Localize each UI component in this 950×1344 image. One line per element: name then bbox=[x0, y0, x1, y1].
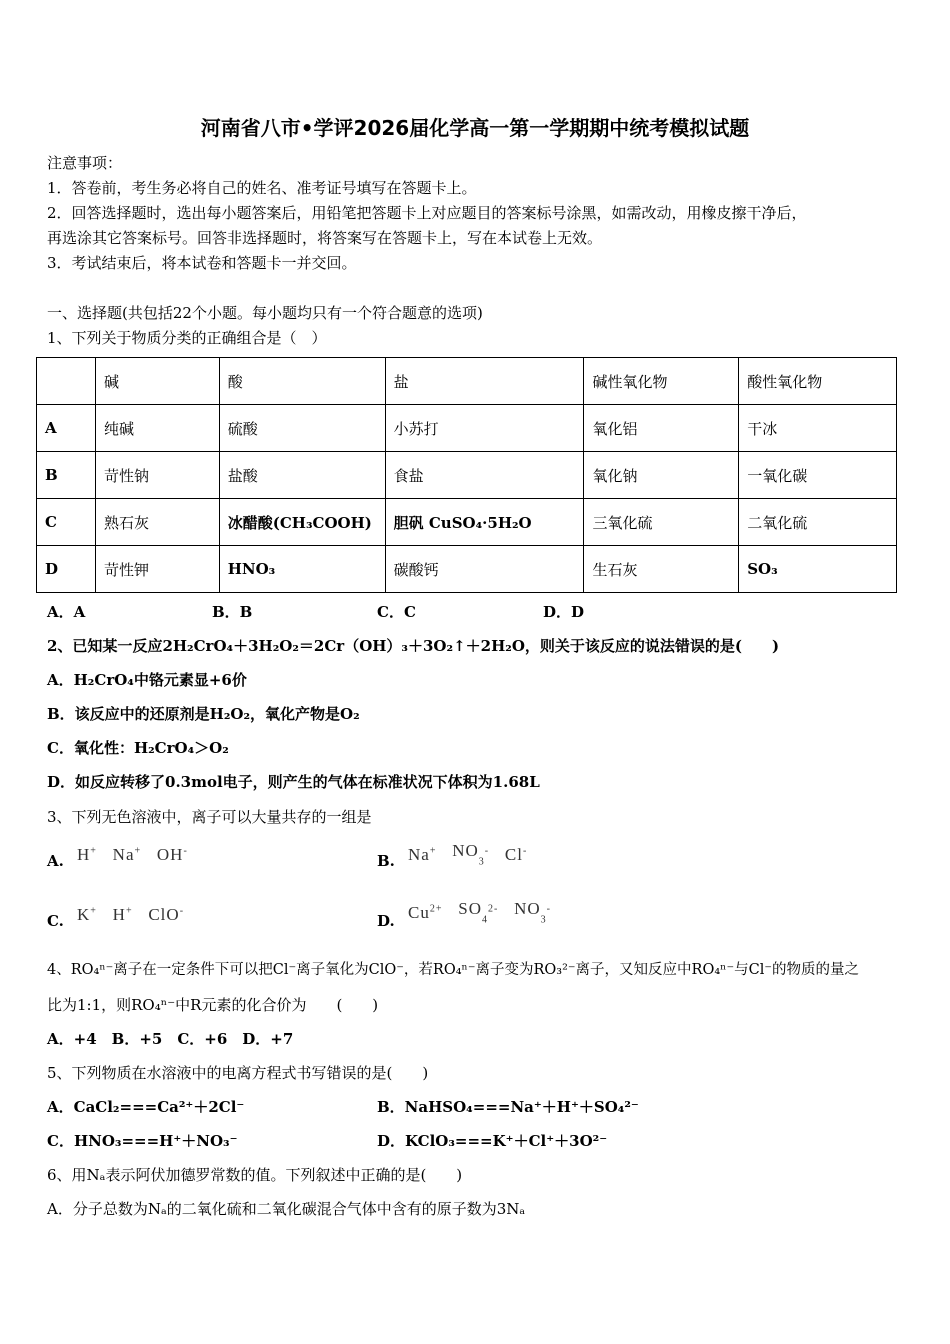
section-heading: 一、选择题(共包括22个小题。每小题均只有一个符合题意的选项) bbox=[47, 304, 483, 322]
ion-formula: K bbox=[77, 905, 91, 924]
q3-label-c: C. bbox=[47, 912, 64, 930]
table-row bbox=[37, 499, 897, 546]
notice-item-3: 3．考试结束后，将本试卷和答题卡一并交回。 bbox=[47, 254, 357, 272]
q3-option-b-ions bbox=[408, 841, 528, 868]
notice-item-1: 1．答卷前，考生务必将自己的姓名、准考证号填写在答题卡上。 bbox=[47, 179, 477, 197]
q2-stem: 2、已知某一反应2H₂CrO₄＋3H₂O₂＝2Cr（OH）₃＋3O₂↑＋2H₂O，则关于该反应的说法错误的是( ) bbox=[47, 637, 780, 655]
q1-option-b: B．B bbox=[212, 603, 253, 621]
table-cell: 干冰 bbox=[739, 405, 897, 452]
table-cell: 小苏打 bbox=[385, 405, 584, 452]
table-cell: 冰醋酸(CH₃COOH) bbox=[219, 499, 385, 546]
ion-charge: - bbox=[179, 905, 185, 917]
table-header-cell: 盐 bbox=[385, 358, 584, 405]
table-cell: C bbox=[37, 499, 96, 546]
table-cell: 熟石灰 bbox=[95, 499, 219, 546]
q6-stem: 6、用Nₐ表示阿伏加德罗常数的值。下列叙述中正确的是( ) bbox=[47, 1166, 463, 1184]
table-cell: 纯碱 bbox=[95, 405, 219, 452]
table-cell: 三氧化硫 bbox=[584, 499, 739, 546]
table-cell: A bbox=[37, 405, 96, 452]
q1-classification-table bbox=[36, 357, 897, 593]
table-cell: B bbox=[37, 452, 96, 499]
ion-formula: NO bbox=[452, 841, 479, 860]
ion-charge: - bbox=[484, 845, 490, 857]
ion-formula: ClO bbox=[148, 905, 180, 924]
ion-formula: H bbox=[112, 905, 126, 924]
table-header-cell: 酸 bbox=[219, 358, 385, 405]
q2-option-c: C．氧化性：H₂CrO₄＞O₂ bbox=[47, 739, 229, 757]
q5-stem: 5、下列物质在水溶液中的电离方程式书写错误的是( ) bbox=[47, 1064, 429, 1082]
table-row bbox=[37, 546, 897, 593]
q6-option-a: A．分子总数为Nₐ的二氧化硫和二氧化碳混合气体中含有的原子数为3Nₐ bbox=[47, 1200, 526, 1218]
q3-label-d: D. bbox=[377, 912, 395, 930]
ion-formula: Cu bbox=[408, 903, 430, 922]
ion-charge: + bbox=[125, 905, 133, 917]
table-cell: 二氧化硫 bbox=[739, 499, 897, 546]
table-cell: 食盐 bbox=[385, 452, 584, 499]
table-cell: 一氧化碳 bbox=[739, 452, 897, 499]
notice-heading: 注意事项： bbox=[47, 154, 123, 172]
ion-charge: + bbox=[90, 905, 97, 917]
ion-formula: H bbox=[77, 845, 91, 864]
q3-option-c-ions bbox=[77, 905, 184, 925]
table-row bbox=[37, 452, 897, 499]
ion-charge: - bbox=[183, 845, 188, 857]
ion-subscript: 4 bbox=[481, 914, 488, 926]
ion-charge: + bbox=[90, 845, 97, 857]
q3-stem: 3、下列无色溶液中，离子可以大量共存的一组是 bbox=[47, 808, 372, 826]
q5-option-c: C．HNO₃===H⁺＋NO₃⁻ bbox=[47, 1132, 238, 1150]
ion-formula: NO bbox=[514, 899, 541, 918]
table-cell: HNO₃ bbox=[219, 546, 385, 593]
table-header-cell: 碱 bbox=[95, 358, 219, 405]
table-cell: 苛性钾 bbox=[95, 546, 219, 593]
page-title: 河南省八市•学评2026届化学高一第一学期期中统考模拟试题 bbox=[200, 116, 750, 140]
table-cell: 苛性钠 bbox=[95, 452, 219, 499]
q5-option-d: D．KClO₃===K⁺＋Cl⁺＋3O²⁻ bbox=[377, 1132, 608, 1150]
table-header-cell: 碱性氧化物 bbox=[584, 358, 739, 405]
q2-option-a: A．H₂CrO₄中铬元素显+6价 bbox=[47, 671, 247, 689]
q1-option-d: D．D bbox=[543, 603, 585, 621]
table-cell: D bbox=[37, 546, 96, 593]
q1-option-c: C．C bbox=[377, 603, 416, 621]
table-cell: 碳酸钙 bbox=[385, 546, 584, 593]
q1-option-a: A．A bbox=[47, 603, 86, 621]
table-header-cell bbox=[37, 358, 96, 405]
ion-charge: 2+ bbox=[429, 903, 443, 915]
table-cell: 盐酸 bbox=[219, 452, 385, 499]
q1-stem: 1、下列关于物质分类的正确组合是（ ） bbox=[47, 329, 327, 347]
table-cell: 生石灰 bbox=[584, 546, 739, 593]
q2-option-d: D．如反应转移了0.3mol电子，则产生的气体在标准状况下体积为1.68L bbox=[47, 773, 540, 791]
q3-option-a-ions bbox=[77, 845, 188, 865]
table-header-row bbox=[37, 358, 897, 405]
ion-charge: - bbox=[522, 845, 528, 857]
ion-formula: Na bbox=[408, 845, 430, 864]
ion-charge: 2- bbox=[487, 903, 499, 915]
q2-option-b: B．该反应中的还原剂是H₂O₂，氧化产物是O₂ bbox=[47, 705, 360, 723]
q3-label-a: A. bbox=[47, 852, 64, 870]
table-cell: 硫酸 bbox=[219, 405, 385, 452]
notice-item-2-cont: 再选涂其它答案标号。回答非选择题时，将答案写在答题卡上，写在本试卷上无效。 bbox=[47, 229, 603, 247]
ion-subscript: 3 bbox=[540, 914, 547, 926]
q4-stem-line2: 比为1:1，则RO₄ⁿ⁻中R元素的化合价为 ( ) bbox=[47, 996, 379, 1014]
ion-formula: OH bbox=[156, 845, 184, 864]
notice-item-2: 2．回答选择题时，选出每小题答案后，用铅笔把答题卡上对应题目的答案标号涂黑，如需改动，用橡皮擦干净后， bbox=[47, 204, 807, 222]
ion-formula: Cl bbox=[504, 845, 523, 864]
ion-formula: SO bbox=[458, 899, 482, 918]
table-cell: 氧化钠 bbox=[584, 452, 739, 499]
ion-charge: - bbox=[546, 903, 551, 915]
q5-option-b: B．NaHSO₄===Na⁺＋H⁺＋SO₄²⁻ bbox=[377, 1098, 639, 1116]
table-cell: 胆矾 CuSO₄·5H₂O bbox=[385, 499, 584, 546]
ion-charge: + bbox=[429, 845, 437, 857]
table-cell: 氧化铝 bbox=[584, 405, 739, 452]
ion-formula: Na bbox=[112, 845, 135, 864]
table-row bbox=[37, 405, 897, 452]
ion-charge: + bbox=[134, 845, 142, 857]
q3-label-b: B. bbox=[377, 852, 395, 870]
q5-option-a: A．CaCl₂===Ca²⁺＋2Cl⁻ bbox=[47, 1098, 245, 1116]
q4-options: A．+4 B．+5 C．+6 D．+7 bbox=[47, 1030, 294, 1048]
table-cell: SO₃ bbox=[739, 546, 897, 593]
table-header-cell: 酸性氧化物 bbox=[739, 358, 897, 405]
ion-subscript: 3 bbox=[478, 856, 485, 868]
q3-option-d-ions bbox=[408, 899, 551, 926]
q4-stem-line1: 4、RO₄ⁿ⁻离子在一定条件下可以把Cl⁻离子氧化为ClO⁻，若RO₄ⁿ⁻离子变为RO₃²⁻离子，又知反应中RO₄ⁿ⁻与Cl⁻的物质的量之 bbox=[47, 962, 859, 978]
